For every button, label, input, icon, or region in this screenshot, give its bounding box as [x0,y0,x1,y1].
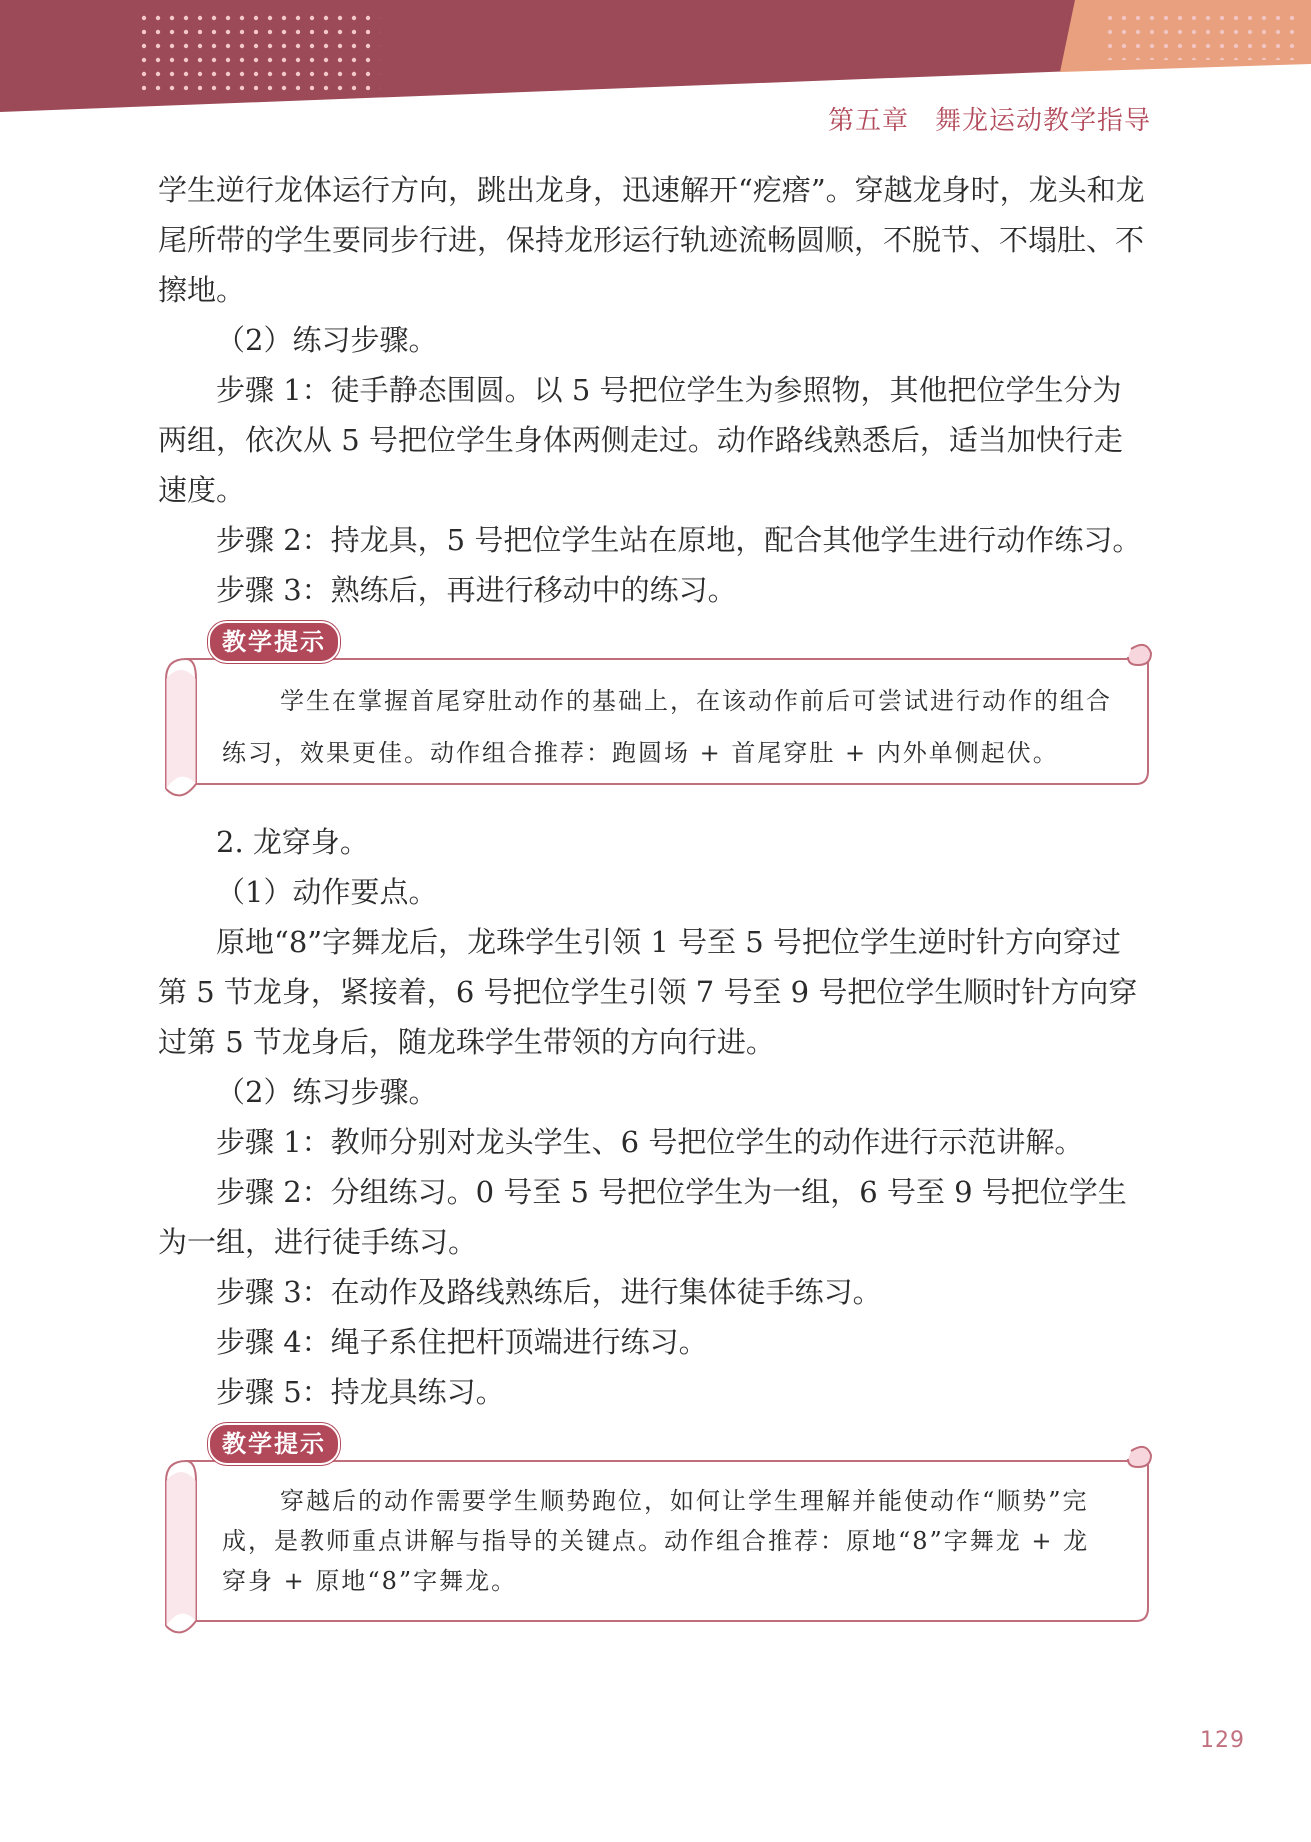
teaching-tip-box [156,1430,1151,1626]
chapter-name: 舞龙运动教学指导 [934,106,1151,136]
paragraph: （2）练习步骤。 [216,1075,438,1109]
paragraph: 原地“8”字舞龙后，龙珠学生引领 1 号至 5 号把位学生逆时针方向穿过第 5 节龙身，紧接着，6 号把位学生引领 7 号至 9 号把位学生顺时针方向穿过第 5 节龙身后，随龙珠学生带领的方向行进。 [158,925,1138,1059]
paragraph: 步骤 1：徒手静态围圆。以 5 号把位学生为参照物，其他把位学生分为两组，依次从 5 号把位学生身体两侧走过。动作路线熟悉后，适当加快行走速度。 [158,373,1123,507]
section-heading: 2. 龙穿身。 [216,825,369,859]
paragraph: 步骤 3：在动作及路线熟练后，进行集体徒手练习。 [216,1275,882,1309]
paragraph: 学生逆行龙体运行方向，跳出龙身，迅速解开“疙瘩”。穿越龙身时，龙头和龙尾所带的学生要同步行进，保持龙形运行轨迹流畅圆顺，不脱节、不塌肚、不擦地。 [158,173,1145,307]
paragraph: 步骤 1：教师分别对龙头学生、6 号把位学生的动作进行示范讲解。 [216,1125,1084,1159]
page-number: 129 [1200,1728,1245,1753]
teaching-tip-badge: 教学提示 [208,1423,340,1465]
paragraph: 步骤 5：持龙具练习。 [216,1375,505,1409]
teaching-tip-text: 穿越后的动作需要学生顺势跑位，如何让学生理解并能使动作“顺势”完成，是教师重点讲解与指导的关键点。动作组合推荐：原地“8”字舞龙 + 龙穿身 + 原地“8”字舞龙。 [222,1487,1090,1595]
paragraph: 步骤 2：分组练习。0 号至 5 号把位学生为一组，6 号至 9 号把位学生为一组，进行徒手练习。 [158,1175,1127,1259]
paragraph: （2）练习步骤。 [216,323,438,357]
chapter-title [828,100,1151,137]
teaching-tip-text: 学生在掌握首尾穿肚动作的基础上，在该动作前后可尝试进行动作的组合练习，效果更佳。动作组合推荐：跑圆场 + 首尾穿肚 + 内外单侧起伏。 [222,687,1112,767]
body-text [158,165,1148,1654]
paragraph: 步骤 2：持龙具，5 号把位学生站在原地，配合其他学生进行动作练习。 [216,523,1142,557]
teaching-tip-box [156,628,1151,789]
teaching-tip-badge: 教学提示 [208,621,340,663]
paragraph: 步骤 4：绳子系住把杆顶端进行练习。 [216,1325,708,1359]
paragraph: （1）动作要点。 [216,875,438,909]
chapter-number: 第五章 [827,106,909,136]
paragraph: 步骤 3：熟练后，再进行移动中的练习。 [216,573,737,607]
